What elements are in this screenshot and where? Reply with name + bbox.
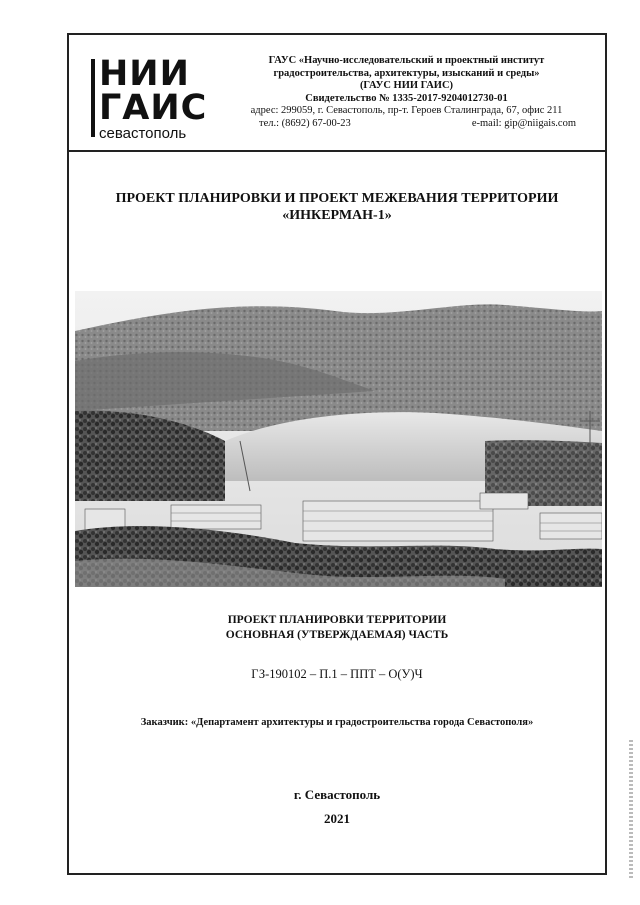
org-name-line-1: ГАУС «Научно-исследовательский и проектный институт: [268, 55, 545, 66]
organization-info: [219, 55, 594, 130]
customer-line: [69, 717, 605, 728]
document-city: г. Севастополь: [293, 787, 381, 802]
logo-line-1: НИИ: [99, 54, 190, 94]
document-subtitle: [69, 613, 605, 643]
logo-line-2: ГАИС: [99, 88, 208, 128]
org-email: e-mail: gip@niigais.com: [471, 117, 576, 129]
page-frame: [67, 33, 607, 875]
org-certificate: Свидетельство № 1335-2017-9204012730-01: [305, 92, 508, 104]
customer-label: Заказчик:: [140, 717, 189, 728]
logo-city: севастополь: [99, 125, 187, 142]
subtitle-line-1: ПРОЕКТ ПЛАНИРОВКИ ТЕРРИТОРИИ: [227, 614, 447, 626]
document-code: ГЗ-190102 – П.1 – ППТ – О(У)Ч: [251, 667, 423, 681]
org-name-line-2: градостроительства, архитектуры, изысканий и среды»: [273, 67, 540, 79]
customer-value: «Департамент архитектуры и градостроительства города Севастополя»: [190, 717, 534, 728]
org-address: адрес: 299059, г. Севастополь, пр-т. Героев Сталинграда, 67, офис 211: [250, 105, 563, 116]
landscape-photo: [75, 291, 602, 587]
document-title: [69, 190, 605, 224]
org-short-name: (ГАУС НИИ ГАИС): [359, 80, 454, 91]
logo-bar: [91, 59, 95, 137]
org-phone: тел.: (8692) 67-00-23: [259, 117, 351, 129]
photo-illustration: [75, 291, 602, 587]
title-line-2: «ИНКЕРМАН-1»: [282, 208, 392, 223]
institute-logo: [91, 54, 208, 142]
document-header: [69, 35, 605, 152]
scan-artifact: [629, 740, 633, 880]
subtitle-line-2: ОСНОВНАЯ (УТВЕРЖДАЕМАЯ) ЧАСТЬ: [225, 629, 449, 641]
document-year: 2021: [324, 811, 350, 826]
title-line-1: ПРОЕКТ ПЛАНИРОВКИ И ПРОЕКТ МЕЖЕВАНИЯ ТЕРРИТОРИИ: [115, 191, 559, 206]
